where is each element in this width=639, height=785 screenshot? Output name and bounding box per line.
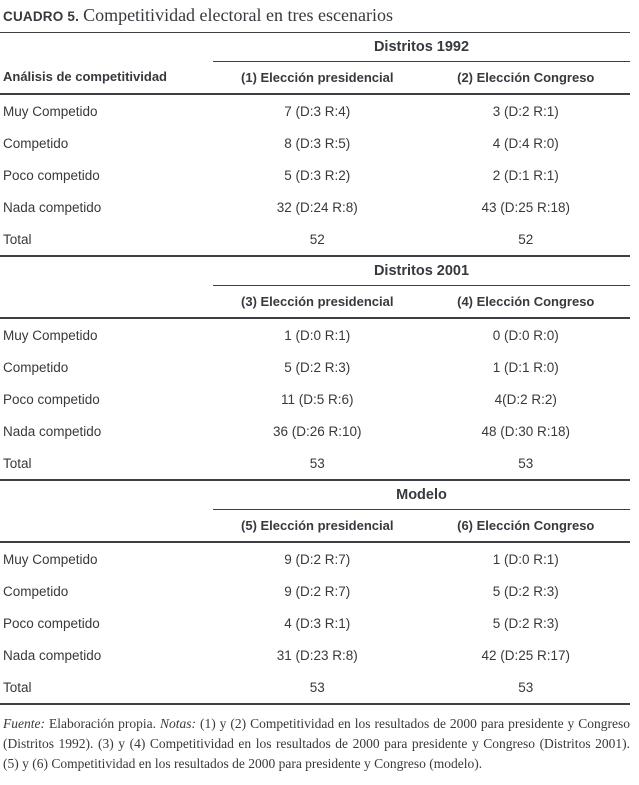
row-label: Nada competido xyxy=(3,199,102,215)
column-header-2: (4) Elección Congreso xyxy=(457,294,595,309)
row-label: Total xyxy=(3,231,32,247)
column-headers xyxy=(213,286,630,317)
total-row xyxy=(0,447,630,479)
section-header-right xyxy=(213,481,630,541)
cell-value: 53 xyxy=(309,455,325,471)
section-header xyxy=(0,33,630,95)
table-row xyxy=(0,575,630,607)
cell-value: 52 xyxy=(518,231,534,247)
cell-value: 9 (D:2 R:7) xyxy=(284,551,351,567)
cell-value: 0 (D:0 R:0) xyxy=(492,327,559,343)
fuente-text: Elaboración propia. xyxy=(44,716,160,731)
table-row xyxy=(0,639,630,671)
row-label: Poco competido xyxy=(3,391,100,407)
cell-value: 9 (D:2 R:7) xyxy=(284,583,351,599)
row-label: Competido xyxy=(3,583,69,599)
cell-value: 5 (D:2 R:3) xyxy=(492,615,559,631)
section-header xyxy=(0,481,630,543)
table-title xyxy=(0,0,630,33)
row-label: Muy Competido xyxy=(3,327,98,343)
row-label: Competido xyxy=(3,135,69,151)
section-header-right xyxy=(213,33,630,93)
cell-value: 2 (D:1 R:1) xyxy=(492,167,559,183)
cell-value: 4 (D:3 R:1) xyxy=(284,615,351,631)
cell-value: 5 (D:2 R:3) xyxy=(492,583,559,599)
cell-value: 53 xyxy=(518,455,534,471)
cell-value: 1 (D:0 R:1) xyxy=(492,551,559,567)
column-headers xyxy=(213,62,630,93)
column-header-1: (5) Elección presidencial xyxy=(241,518,394,533)
notas-text: (1) y (2) Competitividad en los resultados de 2000 para presidente y Congreso (Distritos 1992). (3) y (4) Competitividad en los resultados de 2000 para presidente y Congreso (Distritos 2001). (5) y (6) Competitividad en los resultados de 2000 para presidente y Congreso (modelo). xyxy=(3,716,630,771)
cell-value: 48 (D:30 R:18) xyxy=(481,423,571,439)
cell-value: 31 (D:23 R:8) xyxy=(276,647,358,663)
cell-value: 4(D:2 R:2) xyxy=(494,391,557,407)
cell-value: 42 (D:25 R:17) xyxy=(481,647,571,663)
row-label: Poco competido xyxy=(3,615,100,631)
section-header xyxy=(0,257,630,319)
table-row xyxy=(0,543,630,575)
cell-value: 52 xyxy=(309,231,325,247)
row-header-cell xyxy=(0,257,213,317)
section-distritos-1992 xyxy=(0,33,630,257)
cell-value: 32 (D:24 R:8) xyxy=(276,199,358,215)
table-row xyxy=(0,319,630,351)
notas-label: Notas: xyxy=(159,716,196,731)
table-row xyxy=(0,159,630,191)
row-label: Muy Competido xyxy=(3,551,98,567)
cell-value: 43 (D:25 R:18) xyxy=(481,199,571,215)
cell-value: 1 (D:1 R:0) xyxy=(492,359,559,375)
cell-value: 3 (D:2 R:1) xyxy=(492,103,559,119)
column-headers xyxy=(213,510,630,541)
cell-value: 7 (D:3 R:4) xyxy=(284,103,351,119)
table-row xyxy=(0,351,630,383)
table-row xyxy=(0,95,630,127)
cell-value: 5 (D:2 R:3) xyxy=(284,359,351,375)
row-header-cell xyxy=(0,33,213,93)
cell-value: 4 (D:4 R:0) xyxy=(492,135,559,151)
table-row xyxy=(0,383,630,415)
column-header-1: (1) Elección presidencial xyxy=(241,70,394,85)
cell-value: 1 (D:0 R:1) xyxy=(284,327,351,343)
group-title: Distritos 1992 xyxy=(213,33,630,62)
section-distritos-2001 xyxy=(0,257,630,481)
cell-value: 11 (D:5 R:6) xyxy=(280,391,354,407)
row-label: Muy Competido xyxy=(3,103,98,119)
cell-value: 8 (D:3 R:5) xyxy=(284,135,351,151)
cell-value: 5 (D:3 R:2) xyxy=(284,167,351,183)
row-header-label: Análisis de competitividad xyxy=(3,69,167,84)
source-notes xyxy=(0,705,630,774)
table-title-text: Competitividad electoral en tres escenarios xyxy=(83,5,393,25)
cell-value: 53 xyxy=(309,679,325,695)
row-label: Nada competido xyxy=(3,423,102,439)
row-header-cell xyxy=(0,481,213,541)
table-row xyxy=(0,607,630,639)
table-row xyxy=(0,415,630,447)
column-header-2: (6) Elección Congreso xyxy=(457,518,595,533)
row-label: Total xyxy=(3,679,32,695)
column-header-1: (3) Elección presidencial xyxy=(241,294,394,309)
total-row xyxy=(0,671,630,703)
table-row xyxy=(0,191,630,223)
row-label: Competido xyxy=(3,359,69,375)
column-header-2: (2) Elección Congreso xyxy=(457,70,595,85)
section-header-right xyxy=(213,257,630,317)
row-label: Total xyxy=(3,455,32,471)
row-label: Nada competido xyxy=(3,647,102,663)
group-title: Distritos 2001 xyxy=(213,257,630,286)
total-row xyxy=(0,223,630,255)
table-number-label: CUADRO 5. xyxy=(3,9,80,24)
cell-value: 36 (D:26 R:10) xyxy=(272,423,362,439)
fuente-label: Fuente: xyxy=(3,716,45,731)
row-label: Poco competido xyxy=(3,167,100,183)
table-row xyxy=(0,127,630,159)
section-modelo xyxy=(0,481,630,705)
group-title: Modelo xyxy=(213,481,630,510)
cell-value: 53 xyxy=(518,679,534,695)
